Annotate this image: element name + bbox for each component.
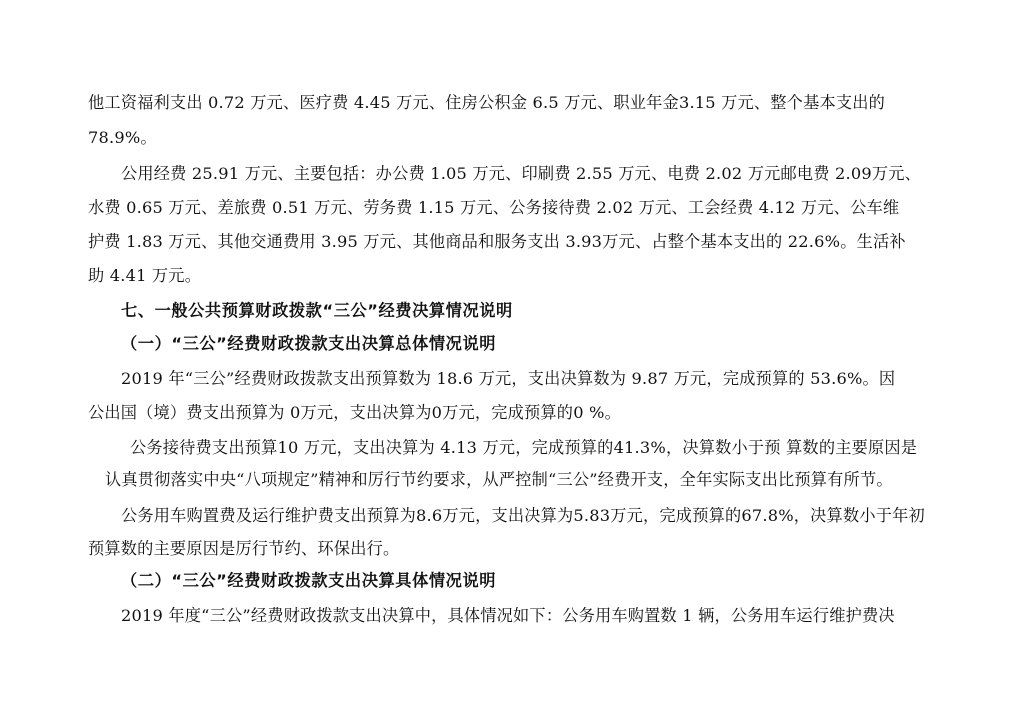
paragraph-line: 公出国（境）费支出预算为 0万元，支出决算为0万元，完成预算的0 %。	[88, 403, 622, 422]
paragraph-line: 公用经费 25.91 万元、主要包括：办公费 1.05 万元、印刷费 2.55 万元、电费 2.02 万元邮电费 2.09万元、	[121, 164, 921, 183]
subsection-heading: （一）“三公”经费财政拨款支出决算总体情况说明	[121, 334, 497, 353]
paragraph-line: 护费 1.83 万元、其他交通费用 3.95 万元、其他商品和服务支出 3.93万元、占整个基本支出的 22.6%。生活补	[88, 232, 906, 251]
paragraph-line: 2019 年度“三公”经费财政拨款支出决算中，具体情况如下：公务用车购置数 1 辆，公务用车运行维护费决	[121, 606, 895, 625]
paragraph-line: 公务用车购置费及运行维护费支出预算为8.6万元，支出决算为5.83万元，完成预算的67.8%，决算数小于年初	[121, 506, 925, 525]
paragraph-line: 预算数的主要原因是厉行节约、环保出行。	[88, 539, 400, 558]
paragraph-line: 公务接待费支出预算10 万元，支出决算为 4.13 万元，完成预算的41.3%，决算数小于预 算数的主要原因是	[130, 438, 918, 457]
paragraph-line: 认真贯彻落实中央“八项规定”精神和厉行节约要求，从严控制“三公”经费开支，全年实际支出比预算有所节。	[105, 470, 893, 489]
section-heading: 七、一般公共预算财政拨款“三公”经费决算情况说明	[121, 301, 513, 320]
paragraph-line: 2019 年“三公”经费财政拨款支出预算数为 18.6 万元，支出决算数为 9.87 万元，完成预算的 53.6%。因	[121, 369, 896, 388]
paragraph-line: 助 4.41 万元。	[88, 266, 202, 285]
paragraph-line: 水费 0.65 万元、差旅费 0.51 万元、劳务费 1.15 万元、公务接待费 2.02 万元、工会经费 4.12 万元、公车维	[88, 198, 900, 217]
paragraph-line: 78.9%。	[88, 128, 157, 147]
paragraph-line: 他工资福利支出 0.72 万元、医疗费 4.45 万元、住房公积金 6.5 万元、职业年金3.15 万元、整个基本支出的	[88, 93, 886, 112]
subsection-heading: （二）“三公”经费财政拨款支出决算具体情况说明	[121, 571, 497, 590]
